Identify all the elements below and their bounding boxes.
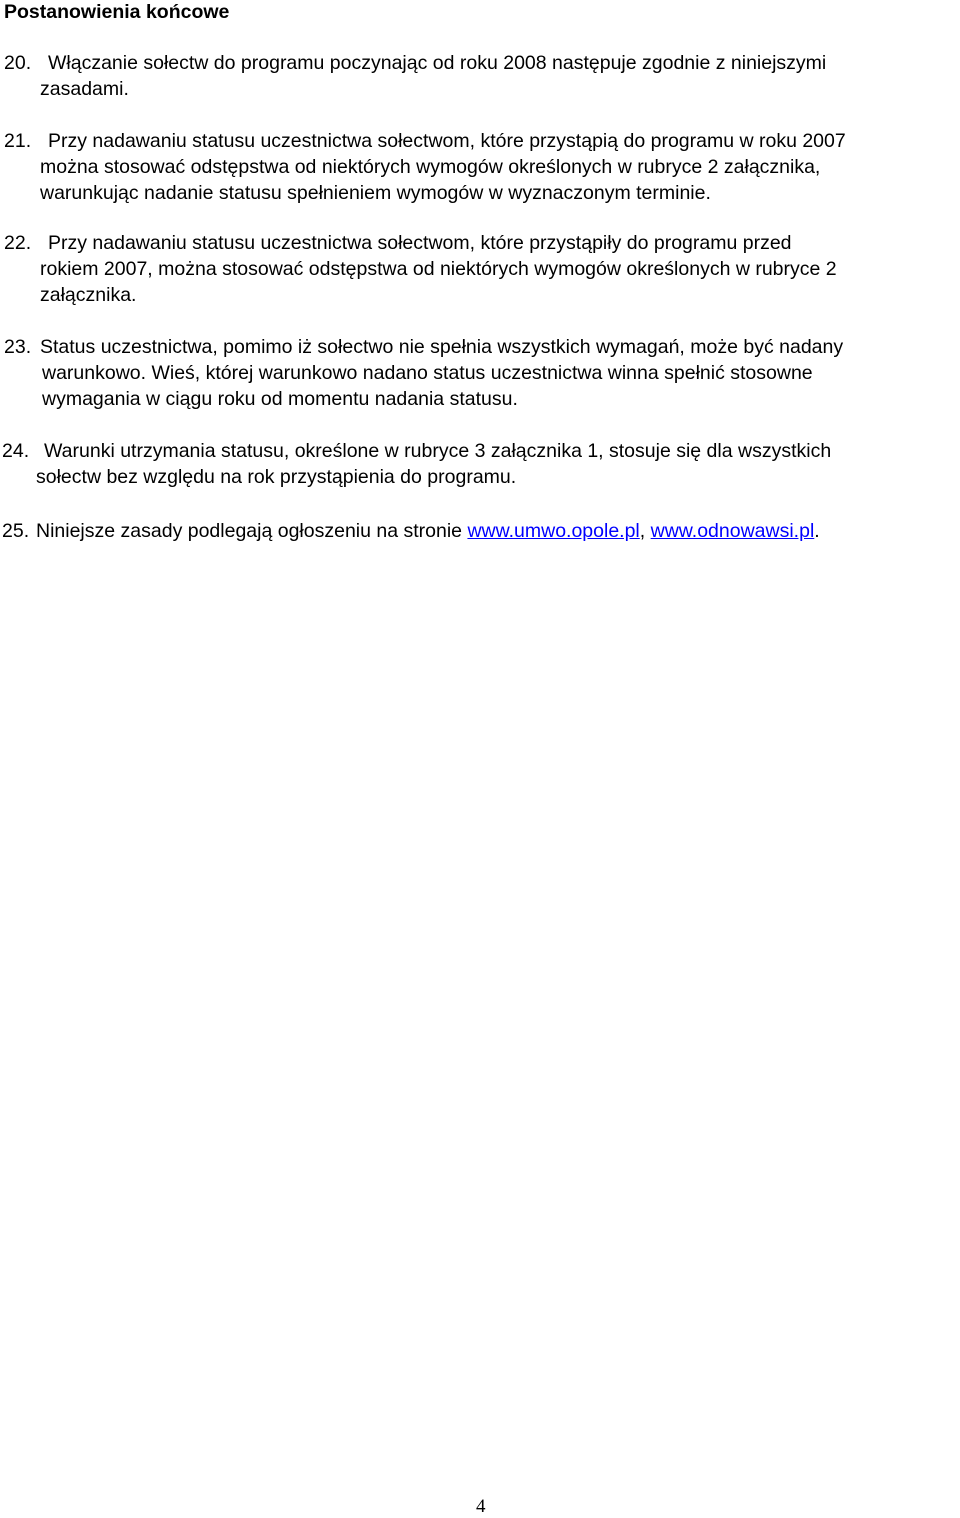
item-text-line: rokiem 2007, można stosować odstępstwa od niektórych wymogów określonych w rubryce 2	[40, 258, 837, 280]
page-number: 4	[476, 1496, 486, 1517]
item-text-line: Włączanie sołectw do programu poczynając od roku 2008 następuje zgodnie z niniejszymi	[48, 52, 827, 74]
item-text-line: warunkując nadanie statusu spełnieniem wymogów w wyznaczonym terminie.	[40, 182, 711, 204]
item-text-line: Przy nadawaniu statusu uczestnictwa sołectwom, które przystąpiły do programu przed	[48, 232, 792, 254]
link-separator: ,	[639, 520, 651, 542]
item-text-line: Status uczestnictwa, pomimo iż sołectwo nie spełnia wszystkich wymagań, może być nadany	[40, 336, 844, 358]
item-number: 25.	[2, 520, 30, 542]
item-text-line: warunkowo. Wieś, której warunkowo nadano status uczestnictwa winna spełnić stosowne	[42, 362, 813, 384]
item-text-line: sołectw bez względu na rok przystąpienia do programu.	[36, 466, 517, 488]
item-text-line: załącznika.	[40, 284, 137, 306]
item-text-line: Przy nadawaniu statusu uczestnictwa sołectwom, które przystąpią do programu w roku 2007	[48, 130, 846, 152]
umwo-website-link[interactable]: www.umwo.opole.pl	[467, 520, 640, 542]
item-text-end: .	[814, 520, 820, 542]
item-text-line	[36, 518, 820, 544]
item-text: Niniejsze zasady podlegają ogłoszeniu na stronie	[36, 520, 468, 542]
item-number: 23.	[4, 336, 32, 358]
item-number: 20.	[4, 52, 32, 74]
item-text-line: zasadami.	[40, 78, 129, 100]
odnowawsi-website-link[interactable]: www.odnowawsi.pl	[650, 520, 815, 542]
section-heading: Postanowienia końcowe	[4, 1, 230, 23]
item-number: 22.	[4, 232, 32, 254]
item-number: 21.	[4, 130, 32, 152]
item-text-line: Warunki utrzymania statusu, określone w rubryce 3 załącznika 1, stosuje się dla wszystkich	[44, 440, 832, 462]
item-text-line: można stosować odstępstwa od niektórych wymogów określonych w rubryce 2 załącznika,	[40, 156, 821, 178]
item-text-line: wymagania w ciągu roku od momentu nadania statusu.	[42, 388, 518, 410]
item-number: 24.	[2, 440, 30, 462]
